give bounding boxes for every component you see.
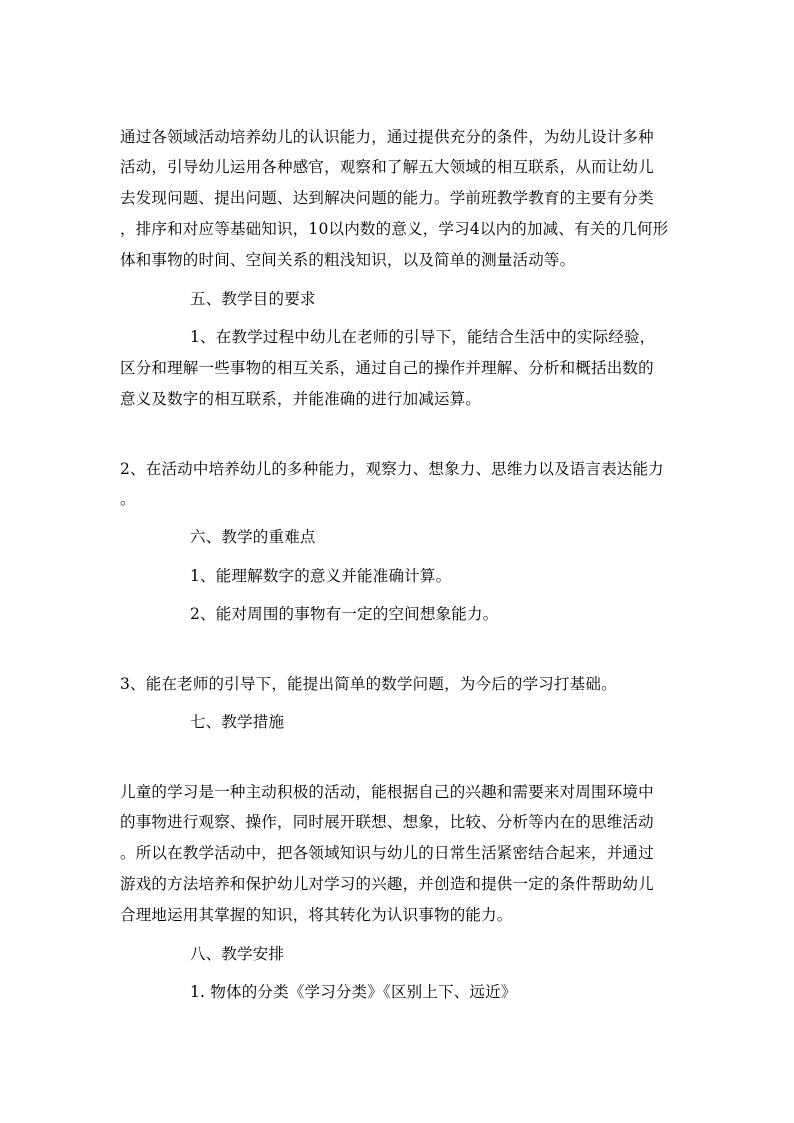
key-point-1: 1、能理解数字的意义并能准确计算。	[190, 567, 452, 585]
section-heading-key-points: 六、教学的重难点	[190, 528, 316, 546]
section-heading-schedule: 八、教学安排	[190, 945, 285, 963]
paragraph-line: 活动，引导幼儿运用各种感官，观察和了解五大领域的相互联系，从而让幼儿	[120, 158, 654, 176]
paragraph-line: 1、在教学过程中幼儿在老师的引导下，能结合生活中的实际经验，	[190, 328, 656, 346]
key-point-3: 3、能在老师的引导下，能提出简单的数学问题，为今后的学习打基础。	[120, 675, 617, 693]
paragraph-line: 。所以在教学活动中，把各领域知识与幼儿的日常生活紧密结合起来，并通过	[120, 844, 654, 862]
paragraph-line: 合理地运用其掌握的知识，将其转化为认识事物的能力。	[120, 906, 513, 924]
paragraph-line: 体和事物的时间、空间关系的粗浅知识，以及简单的测量活动等。	[120, 251, 576, 269]
schedule-item-1: 1. 物体的分类《学习分类》《区别上下、远近》	[190, 983, 517, 1001]
paragraph-line: 游戏的方法培养和保护幼儿对学习的兴趣，并创造和提供一定的条件帮助幼儿	[120, 875, 654, 893]
paragraph-line: 2、在活动中培养幼儿的多种能力，观察力、想象力、思维力以及语言表达能力	[120, 460, 664, 478]
paragraph-line: 区分和理解一些事物的相互关系，通过自己的操作并理解、分析和概括出数的	[120, 359, 654, 377]
key-point-2: 2、能对周围的事物有一定的空间想象能力。	[190, 605, 499, 623]
section-heading-measures: 七、教学措施	[190, 713, 285, 731]
paragraph-line: 儿童的学习是一种主动积极的活动，能根据自己的兴趣和需要来对周围环境中	[120, 783, 654, 801]
paragraph-line: 去发现问题、提出问题、达到解决问题的能力。学前班教学教育的主要有分类	[120, 189, 654, 207]
paragraph-line: 意义及数字的相互联系，并能准确的进行加减运算。	[120, 390, 482, 408]
paragraph-line: 。	[120, 490, 136, 508]
paragraph-line: ，排序和对应等基础知识，10以内数的意义，学习4以内的加减、有关的几何形	[120, 220, 669, 238]
paragraph-line: 通过各领域活动培养幼儿的认识能力，通过提供充分的条件，为幼儿设计多种	[120, 128, 654, 146]
section-heading-requirements: 五、教学目的要求	[190, 290, 316, 308]
paragraph-line: 的事物进行观察、操作，同时展开联想、想象，比较、分析等内在的思维活动	[120, 813, 654, 831]
